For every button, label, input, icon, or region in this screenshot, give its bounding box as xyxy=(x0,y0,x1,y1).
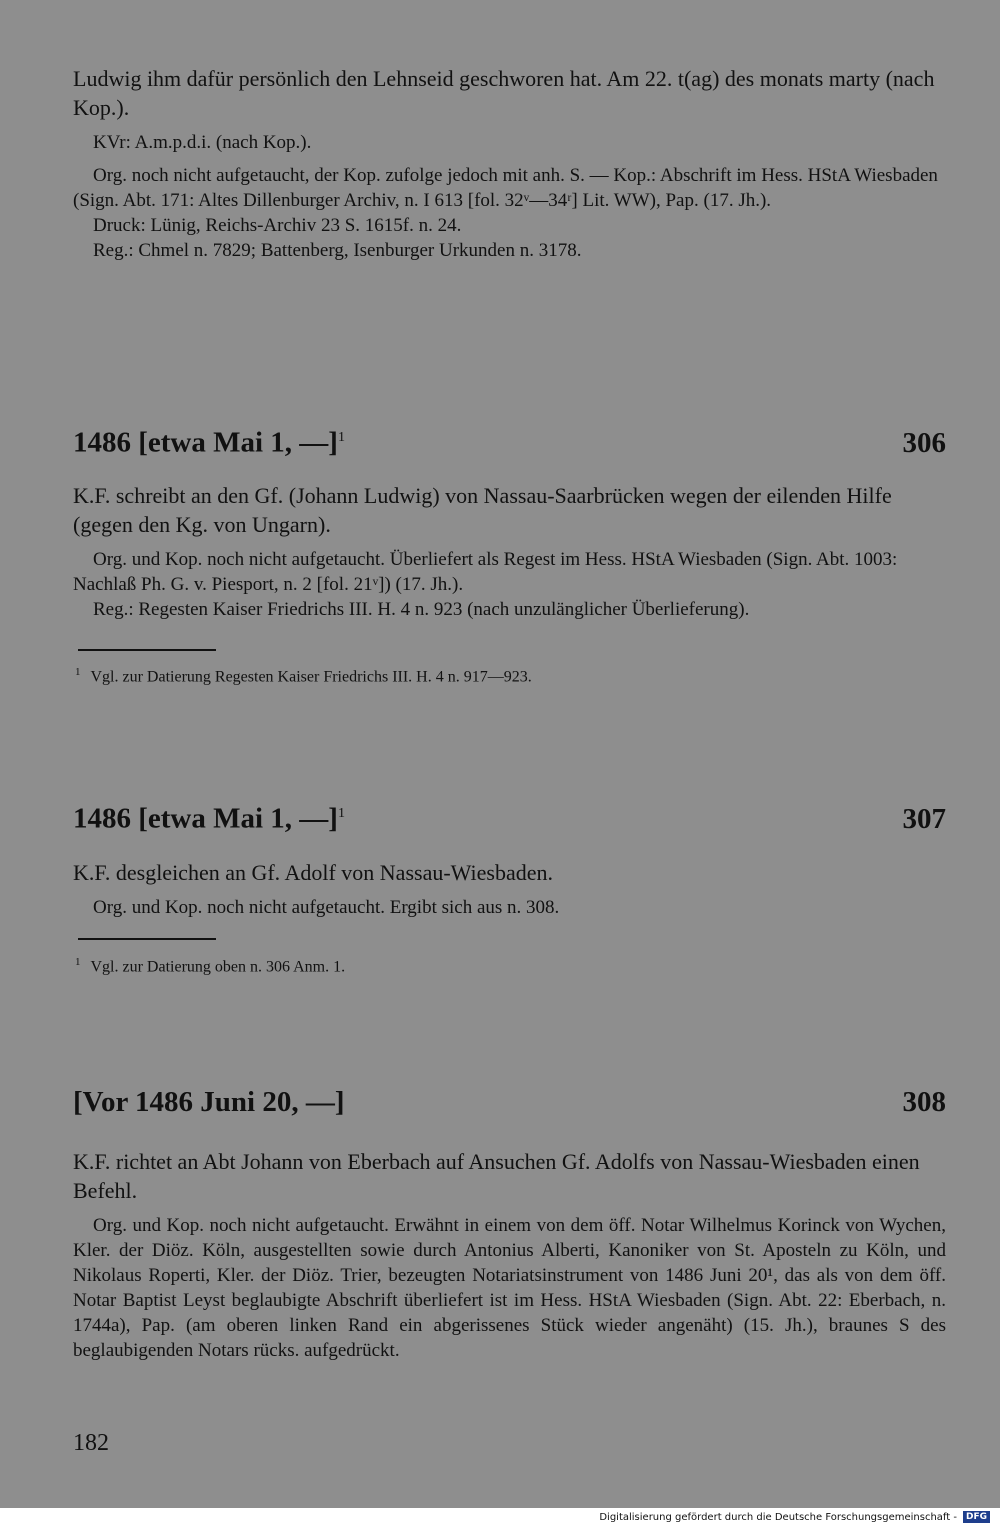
regest-note: Reg.: Chmel n. 7829; Battenberg, Isenburger Urkunden n. 3178. xyxy=(93,240,582,261)
entry-heading-306 xyxy=(73,421,946,460)
entry-summary: K.F. richtet an Abt Johann von Eberbach auf Ansuchen Gf. Adolfs von Nassau-Wiesbaden einen Befehl. xyxy=(73,1149,920,1203)
entry-number: 306 xyxy=(902,426,946,459)
entry-note: Org. und Kop. noch nicht aufgetaucht. Überliefert als Regest im Hess. HStA Wiesbaden (Sign. Abt. 1003: Nachlaß Ph. G. v. Piesport, n. 2 [fol. 21ᵛ]) (17. Jh.). xyxy=(73,549,898,595)
entry-date: [Vor 1486 Juni 20, —] xyxy=(73,1086,345,1118)
entry-body-307 xyxy=(73,858,946,920)
entry-number: 308 xyxy=(902,1086,946,1118)
digitization-credit-bar xyxy=(0,1508,1000,1527)
footnote-rule xyxy=(78,938,216,940)
entry-summary: K.F. desgleichen an Gf. Adolf von Nassau-Wiesbaden. xyxy=(73,860,554,885)
entry-summary: K.F. schreibt an den Gf. (Johann Ludwig) von Nassau-Saarbrücken wegen der eilenden Hilfe (gegen den Kg. von Ungarn). xyxy=(73,483,892,537)
entry-number: 307 xyxy=(902,802,946,835)
kvr-line: KVr: A.m.p.d.i. (nach Kop.). xyxy=(93,132,312,153)
entry-date: 1486 [etwa Mai 1, —] xyxy=(73,426,338,459)
continuation-text: Ludwig ihm dafür persönlich den Lehnseid geschworen hat. Am 22. t(ag) des monats marty (nach Kop.). xyxy=(73,66,935,120)
entry-heading-308 xyxy=(73,1085,946,1119)
footnote-307 xyxy=(75,952,345,977)
entry-body-306 xyxy=(73,481,946,622)
footnote-306 xyxy=(75,662,532,687)
original-note: Org. noch nicht aufgetaucht, der Kop. zufolge jedoch mit anh. S. — Kop.: Abschrift im Hess. HStA Wiesbaden (Sign. Abt. 171: Altes Dillenburger Archiv, n. I 613 [fol. 32ᵛ—34ʳ] Lit. WW), Pap. (17. Jh.). xyxy=(73,165,938,211)
footnote-ref: 1 xyxy=(337,806,345,821)
footnote-text: Vgl. zur Datierung Regesten Kaiser Friedrichs III. H. 4 n. 917—923. xyxy=(90,668,532,686)
footnote-ref: 1 xyxy=(337,430,345,445)
entry-body-308 xyxy=(73,1147,946,1363)
entry-date: 1486 [etwa Mai 1, —] xyxy=(73,802,338,835)
continuation-block xyxy=(73,64,946,263)
dfg-logo: DFG xyxy=(963,1511,990,1523)
footnote-mark: 1 xyxy=(75,666,81,678)
digitization-credit: Digitalisierung gefördert durch die Deutsche Forschungsgemeinschaft - xyxy=(599,1512,957,1523)
footnote-text: Vgl. zur Datierung oben n. 306 Anm. 1. xyxy=(90,958,346,976)
page-number: 182 xyxy=(73,1430,109,1456)
print-note: Druck: Lünig, Reichs-Archiv 23 S. 1615f. n. 24. xyxy=(93,215,462,236)
entry-note: Org. und Kop. noch nicht aufgetaucht. Ergibt sich aus n. 308. xyxy=(93,897,560,918)
footnote-mark: 1 xyxy=(75,956,81,968)
footnote-rule xyxy=(78,649,216,651)
entry-note: Org. und Kop. noch nicht aufgetaucht. Erwähnt in einem von dem öff. Notar Wilhelmus Korinck von Wychen, Kler. der Diöz. Köln, ausgestellten sowie durch Antonius Alberti, Kanoniker von St. Aposteln zu Köln, und Nikolaus Roperti, Kler. der Diöz. Trier, bezeugten Notariatsinstrument von 1486 Juni 20¹, das als von dem öff. Notar Baptist Leyst beglaubigte Abschrift überliefert ist im Hess. HStA Wiesbaden (Sign. Abt. 22: Eberbach, n. 1744a), Pap. (am oberen linken Rand ein abgerissenes Stück wieder angenäht) (15. Jh.), braunes S des beglaubigenden Notars rücks. aufgedrückt. xyxy=(73,1215,946,1361)
entry-note: Reg.: Regesten Kaiser Friedrichs III. H. 4 n. 923 (nach unzulänglicher Überlieferung). xyxy=(93,599,750,620)
entry-heading-307 xyxy=(73,797,946,836)
